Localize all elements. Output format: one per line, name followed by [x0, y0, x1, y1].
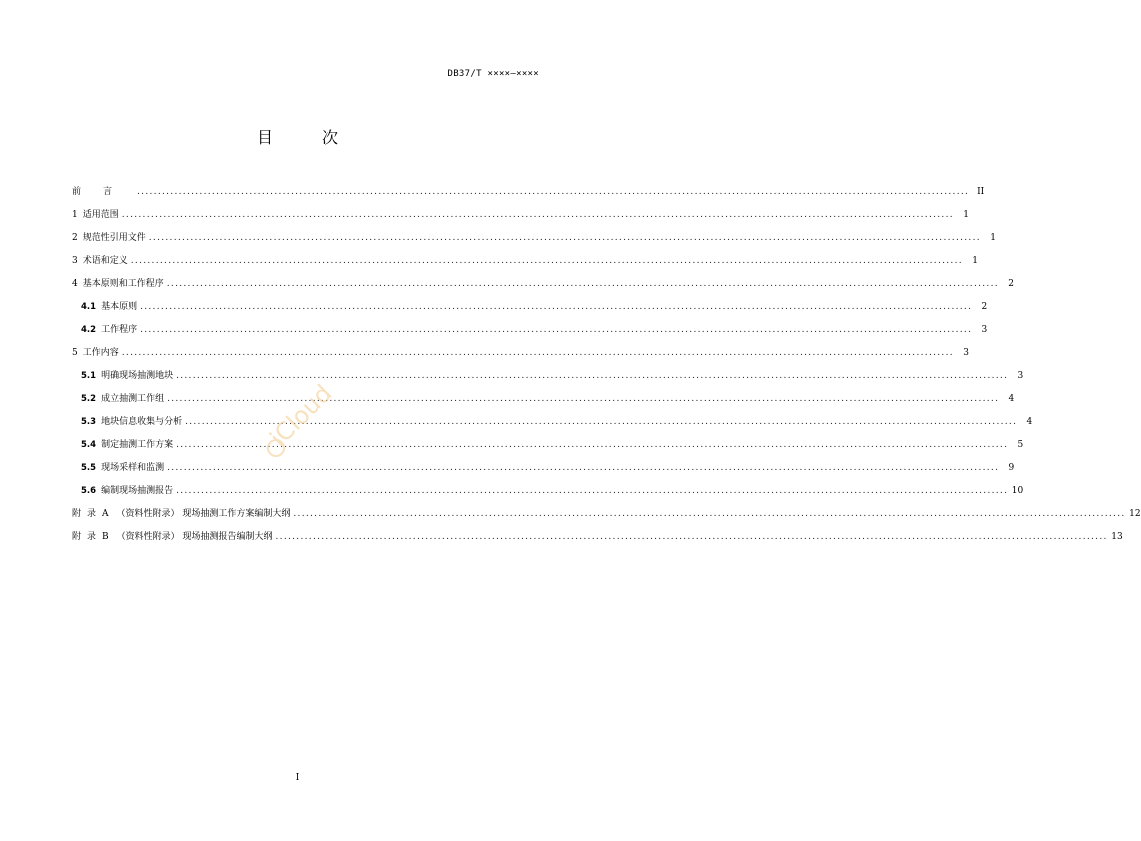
- toc-entry-number: 4.2: [81, 325, 97, 335]
- toc-entry-number: 5: [72, 348, 78, 358]
- page-title: 目 次: [256, 128, 361, 147]
- toc-entry-page: 5: [1017, 440, 1024, 450]
- toc-leader-dots: ........................................................................................................................................................................................................: [167, 463, 1000, 473]
- toc-entry[interactable]: [81, 324, 988, 336]
- toc-entry-page: 3: [963, 348, 969, 358]
- toc-entry-label: 基本原则和工作程序: [82, 279, 164, 289]
- toc-leader-dots: ........................................................................................................................................................................................................: [148, 233, 981, 243]
- toc-entry-label: 规范性引用文件: [82, 233, 146, 243]
- toc-entry-label: 明确现场抽测地块: [101, 371, 174, 381]
- toc-entry-page: 9: [1008, 463, 1015, 473]
- toc-leader-dots: ........................................................................................................................................................................................................: [130, 256, 963, 266]
- toc-entry-number: 4.1: [81, 302, 97, 312]
- toc-entry-number: 4: [72, 279, 78, 289]
- toc-entry-page: II: [977, 187, 985, 197]
- toc-entry-page: 1: [990, 233, 996, 243]
- toc-entry-label: （资料性附录） 现场抽测工作方案编制大纲: [116, 509, 291, 519]
- watermark-text: iCloud: [264, 379, 338, 453]
- toc-entry[interactable]: [72, 186, 985, 198]
- toc-leader-dots: ........................................................................................................................................................................................................: [185, 417, 1018, 427]
- toc-entry-number: 附录B: [72, 532, 115, 542]
- toc-leader-dots: ........................................................................................................................................................................................................: [121, 210, 954, 220]
- toc-entry-page: 3: [1017, 371, 1024, 381]
- toc-entry-page: 3: [981, 325, 988, 335]
- toc-leader-dots: ........................................................................................................................................................................................................: [137, 187, 970, 197]
- toc-entry-number: 1: [72, 210, 78, 220]
- toc-entry-number: 5.5: [81, 463, 97, 473]
- page-number: I: [295, 773, 300, 783]
- toc-entry[interactable]: [81, 485, 1024, 497]
- toc-leader-dots: ........................................................................................................................................................................................................: [176, 371, 1009, 381]
- toc-entry-number: 5.3: [81, 417, 97, 427]
- toc-entry[interactable]: [72, 508, 1141, 520]
- toc-leader-dots: ........................................................................................................................................................................................................: [166, 279, 999, 289]
- toc-entry-label: 现场采样和监测: [101, 463, 165, 473]
- toc-leader-dots: ........................................................................................................................................................................................................: [275, 532, 1108, 542]
- toc-entry-page: 1: [963, 210, 969, 220]
- toc-entry[interactable]: [72, 209, 969, 221]
- toc-entry-page: 1: [972, 256, 978, 266]
- toc-entry-number: 3: [72, 256, 78, 266]
- toc-entry-page: 13: [1111, 532, 1123, 542]
- toc-entry-number: 附录A: [72, 509, 115, 519]
- toc-leader-dots: ........................................................................................................................................................................................................: [121, 348, 954, 358]
- toc-leader-dots: ........................................................................................................................................................................................................: [140, 302, 973, 312]
- toc-leader-dots: ........................................................................................................................................................................................................: [167, 394, 1000, 404]
- toc-entry[interactable]: [72, 347, 969, 359]
- toc-entry-label: 制定抽测工作方案: [101, 440, 174, 450]
- toc-leader-dots: ........................................................................................................................................................................................................: [293, 509, 1126, 519]
- toc-entry-label: 基本原则: [101, 302, 138, 312]
- toc-leader-dots: ........................................................................................................................................................................................................: [176, 440, 1009, 450]
- toc-entry-label: 地块信息收集与分析: [101, 417, 183, 427]
- toc-entry-label: （资料性附录） 现场抽测报告编制大纲: [116, 532, 273, 542]
- toc-entry-number: 5.6: [81, 486, 97, 496]
- toc-entry-page: 2: [1008, 279, 1014, 289]
- watermark-logo: [262, 379, 352, 462]
- toc-entry-number: 5.4: [81, 440, 97, 450]
- document-code: DB37/T ××××—××××: [447, 69, 539, 79]
- toc-entry-page: 4: [1008, 394, 1015, 404]
- toc-entry[interactable]: [81, 370, 1024, 382]
- toc-leader-dots: ........................................................................................................................................................................................................: [176, 486, 1009, 496]
- toc-entry[interactable]: [72, 255, 978, 267]
- toc-entry-label: 前言: [72, 187, 135, 197]
- toc-entry-page: 10: [1011, 486, 1024, 496]
- toc-entry[interactable]: [72, 531, 1123, 543]
- toc-entry[interactable]: [81, 301, 988, 313]
- toc-entry[interactable]: [72, 278, 1014, 290]
- toc-entry-label: 编制现场抽测报告: [101, 486, 174, 496]
- toc-entry-page: 2: [981, 302, 988, 312]
- toc-entry-label: 工作内容: [82, 348, 119, 358]
- toc-entry-page: 12: [1129, 509, 1141, 519]
- toc-entry-number: 2: [72, 233, 78, 243]
- toc-entry-label: 工作程序: [101, 325, 138, 335]
- toc-entry[interactable]: [81, 462, 1015, 474]
- toc-entry-page: 4: [1026, 417, 1033, 427]
- toc-entry-label: 术语和定义: [82, 256, 128, 266]
- toc-leader-dots: ........................................................................................................................................................................................................: [140, 325, 973, 335]
- toc-entry-number: 5.1: [81, 371, 97, 381]
- toc-entry[interactable]: [72, 232, 996, 244]
- toc-entry-label: 成立抽测工作组: [101, 394, 165, 404]
- toc-entry-number: 5.2: [81, 394, 97, 404]
- toc-entry-label: 适用范围: [82, 210, 119, 220]
